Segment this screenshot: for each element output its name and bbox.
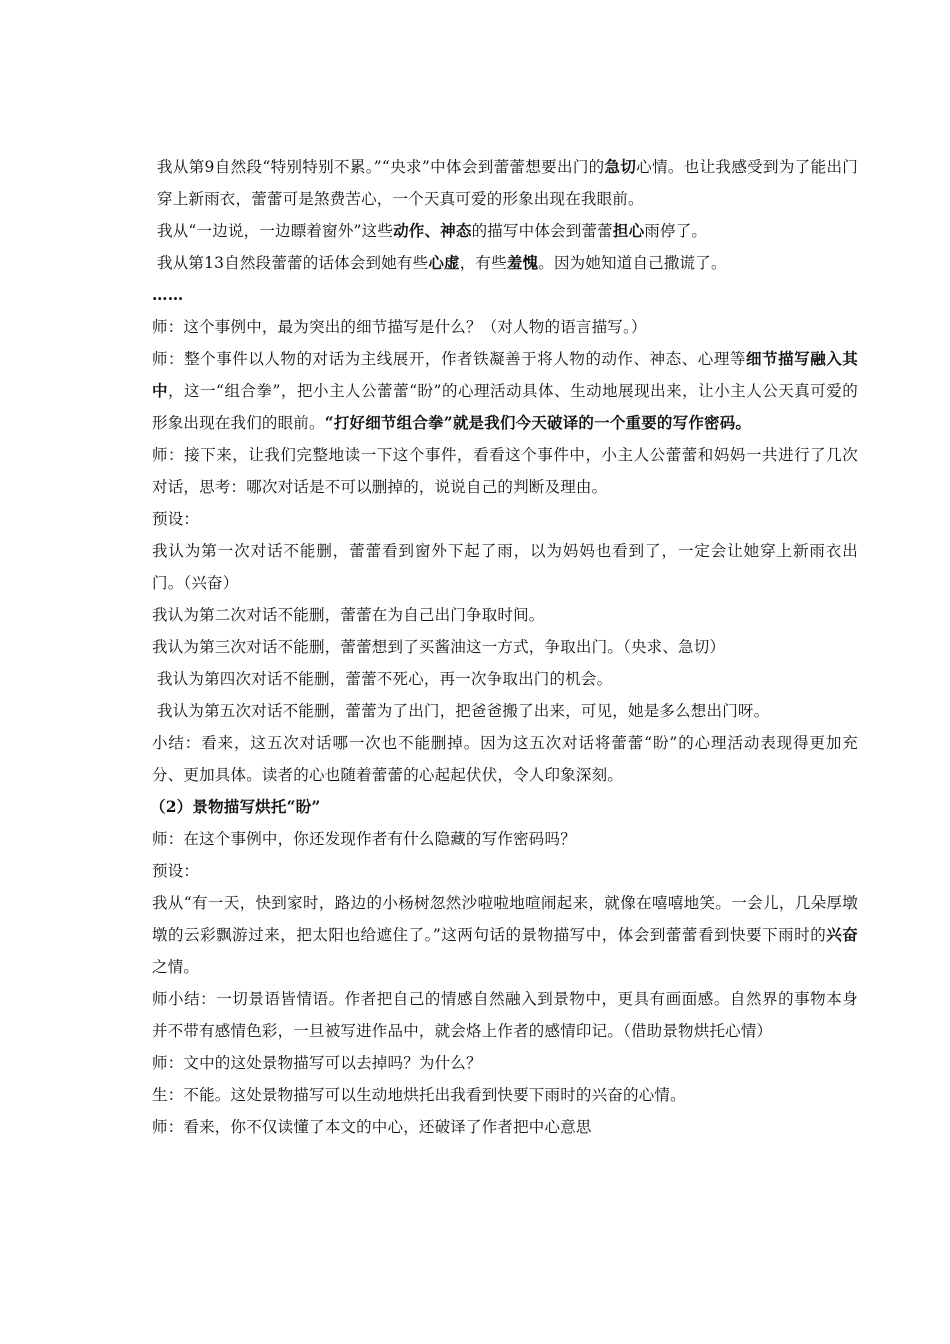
paragraph-text: 我从第9自然段“特别特别不累。”“央求”中体会到蕾蕾想要出门的 (157, 158, 605, 176)
emphasis-text: 急切 (604, 157, 637, 176)
emphasis-text: 羞愧 (506, 253, 539, 272)
paragraph-text: 师：接下来，让我们完整地读一下这个事件，看看这个事件中，小主人公蕾蕾和妈妈一共进行了几次对话，思考：哪次对话是不可以删掉的，说说自己的判断及理由。 (152, 446, 858, 496)
paragraph-p19 (114, 983, 858, 1047)
paragraph-text: 师小结：一切景语皆情语。作者把自己的情感自然融入到景物中，更具有画面感。自然界的事物本身并不带有感情色彩，一旦被写进作品中，就会烙上作者的感情印记。（借助景物烘托心情） (152, 990, 858, 1040)
paragraph-p22 (114, 1111, 858, 1143)
paragraph-text: 师：看来，你不仅读懂了本文的中心，还破译了作者把中心意思 (152, 1118, 592, 1136)
paragraph-text: 预设： (152, 510, 200, 528)
emphasis-text: 兴奋 (826, 925, 859, 944)
paragraph-p3 (114, 247, 858, 279)
paragraph-text: 我认为第二次对话不能删，蕾蕾在为自己出门争取时间。 (152, 606, 545, 624)
paragraph-p16 (114, 823, 858, 855)
emphasis-text: …… (152, 285, 184, 304)
paragraph-text: 之情。 (152, 958, 200, 976)
emphasis-text: “打好细节组合拳”就是我们今天破译的一个重要的写作密码。 (324, 413, 752, 432)
paragraph-p18 (114, 887, 858, 983)
paragraph-text: 我从第13自然段蕾蕾的话体会到她有些 (157, 254, 429, 272)
paragraph-text: 小结：看来，这五次对话哪一次也不能删掉。因为这五次对话将蕾蕾“盼”的心理活动表现得更加充分、更加具体。读者的心也随着蕾蕾的心起起伏伏，令人印象深刻。 (152, 734, 858, 784)
paragraph-text: 师：整个事件以人物的对话为主线展开，作者铁凝善于将人物的动作、神态、心理等 (152, 350, 746, 368)
paragraph-text: 我认为第五次对话不能删，蕾蕾为了出门，把爸爸搬了出来，可见，她是多么想出门呀。 (157, 702, 770, 720)
paragraph-p5 (114, 311, 858, 343)
emphasis-text: 动作、神态 (393, 221, 472, 240)
paragraph-text: 师：在这个事例中，你还发现作者有什么隐藏的写作密码吗？ (152, 830, 576, 848)
paragraph-text: 我认为第四次对话不能删，蕾蕾不死心，再一次争取出门的机会。 (157, 670, 613, 688)
paragraph-text: 的描写中体会到蕾蕾 (471, 222, 613, 240)
paragraph-p1 (114, 151, 858, 215)
paragraph-text: 。因为她知道自己撒谎了。 (538, 254, 727, 272)
paragraph-text: ，有些 (459, 254, 507, 272)
document-body (114, 151, 858, 1143)
paragraph-p20 (114, 1047, 858, 1079)
paragraph-p9 (114, 535, 858, 599)
paragraph-preset (114, 503, 858, 535)
paragraph-text: 心情。也让我感受到为了能出门穿上新雨衣，蕾蕾可是煞费苦心，一个天真可爱的形象出现在我眼前。 (157, 158, 858, 208)
paragraph-text: ，这一“组合拳”，把小主人公蕾蕾“盼”的心理活动具体、生动地展现出来，让小主人公天真可爱的形象出现在我们的眼前。 (152, 382, 858, 432)
paragraph-text: 我认为第三次对话不能删，蕾蕾想到了买酱油这一方式，争取出门。（央求、急切） (152, 638, 726, 656)
paragraph-text: 雨停了。 (644, 222, 708, 240)
section-heading (114, 791, 858, 823)
emphasis-text: （2）景物描写烘托“盼” (150, 797, 321, 816)
paragraph-text: 师：文中的这处景物描写可以去掉吗？为什么？ (152, 1054, 482, 1072)
paragraph-p13 (114, 695, 858, 727)
paragraph-text: 我从“有一天，快到家时，路边的小杨树忽然沙啦啦地喧闹起来，就像在嘻嘻地笑。一会儿，几朵厚墩墩的云彩飘游过来，把太阳也给遮住了。”这两句话的景物描写中，体会到蕾蕾看到快要下雨时的 (152, 894, 858, 944)
paragraph-p21 (114, 1079, 858, 1111)
emphasis-text: 细节描写融入其中 (152, 349, 859, 400)
paragraph-p6 (114, 343, 858, 439)
paragraph-p11 (114, 631, 858, 663)
paragraph-text: 预设： (152, 862, 200, 880)
paragraph-p10 (114, 599, 858, 631)
paragraph-text: 师：这个事例中，最为突出的细节描写是什么？（对人物的语言描写。） (152, 318, 647, 336)
paragraph-text: 我认为第一次对话不能删，蕾蕾看到窗外下起了雨，以为妈妈也看到了，一定会让她穿上新雨衣出门。（兴奋） (152, 542, 858, 592)
paragraph-p12 (114, 663, 858, 695)
paragraph-text: 生：不能。这处景物描写可以生动地烘托出我看到快要下雨时的兴奋的心情。 (152, 1086, 686, 1104)
paragraph-preset-2 (114, 855, 858, 887)
paragraph-p14 (114, 727, 858, 791)
paragraph-text: 我从“一边说，一边瞟着窗外”这些 (157, 222, 394, 240)
emphasis-text: 担心 (612, 221, 645, 240)
paragraph-p7 (114, 439, 858, 503)
emphasis-text: 心虚 (428, 253, 460, 272)
paragraph-p2 (114, 215, 858, 247)
paragraph-ellipsis (114, 279, 858, 311)
